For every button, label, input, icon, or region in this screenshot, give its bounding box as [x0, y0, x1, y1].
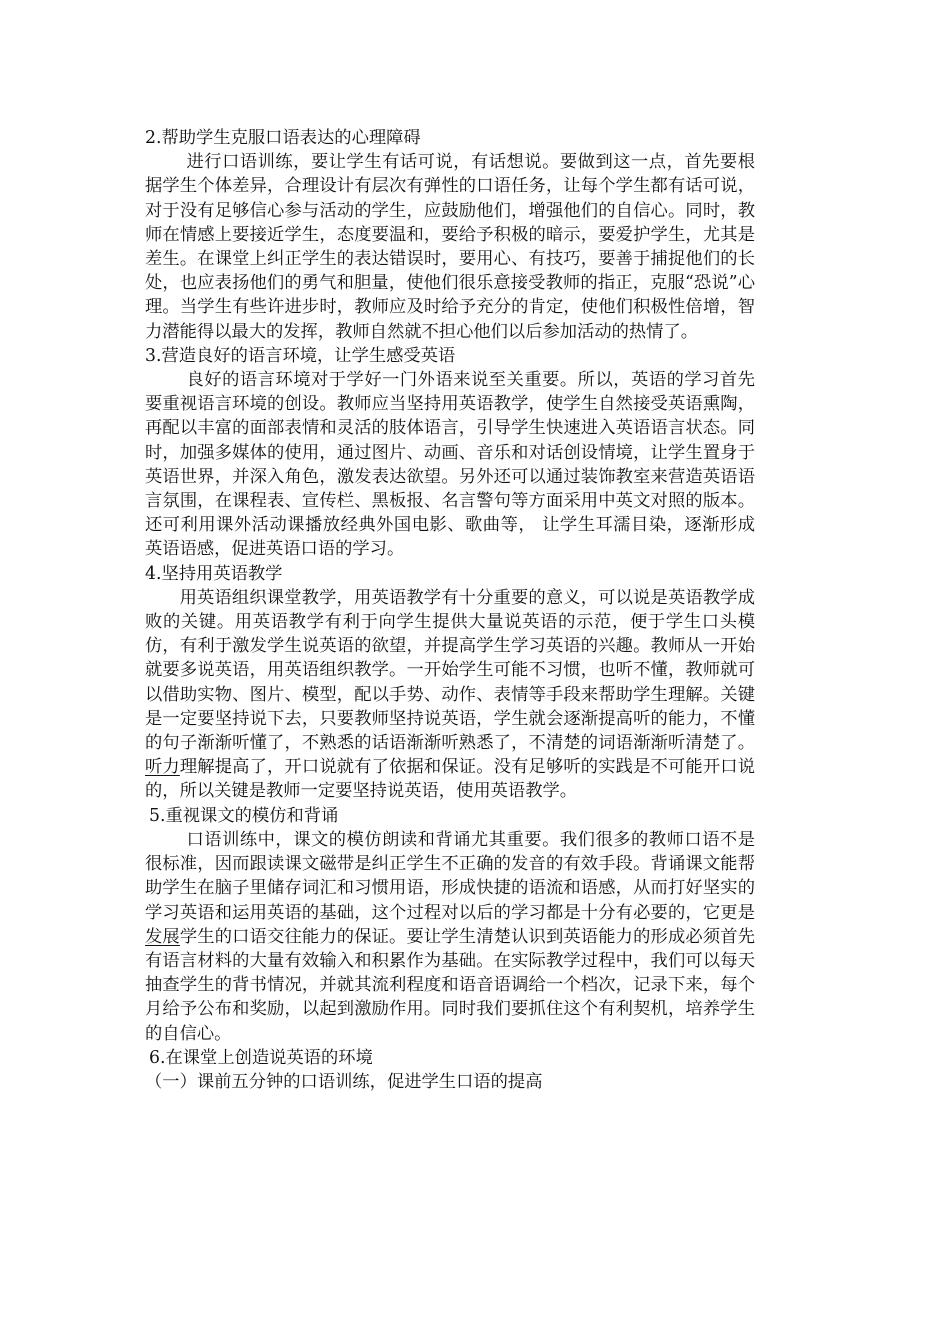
section-5-paragraph: [145, 828, 755, 1046]
document-page: [145, 126, 755, 1094]
section-4-heading: 4.坚持用英语教学: [145, 563, 283, 584]
section-5-heading: 5.重视课文的模仿和背诵: [149, 805, 339, 826]
section-2-heading: 2.帮助学生克服口语表达的心理障碍: [145, 128, 421, 148]
section-2-paragraph: 进行口语训练，要让学生有话可说，有话想说。要做到这一点，首先要根据学生个体差异，合理设计有层次有弹性的口语任务，让每个学生都有话可说，对于没有足够信心参与活动的学生，应鼓励他们，增强他们的自信心。同时，教师在情感上要接近学生，态度要温和，要给予积极的暗示，要爱护学生，尤其是差生。在课堂上纠正学生的表达错误时，要用心、有技巧，要善于捕捉他们的长处，也应表扬他们的勇气和胆量，使他们很乐意接受教师的指正，克服“恐说”心理。当学生有些许进步时，教师应及时给予充分的肯定，使他们积极性倍增，智力潜能得以最大的发挥，教师自然就不担心他们以后参加活动的热情了。: [145, 152, 755, 342]
section-4-text-before: 用英语组织课堂教学，用英语教学有十分重要的意义，可以说是英语教学成败的关键。用英语教学有利于向学生提供大量说英语的示范，便于学生口头模仿，有利于激发学生说英语的欲望，并提高学生学习英语的兴趣。教师从一开始就要多说英语，用英语组织教学。一开始学生可能不习惯，也听不懂，教师就可以借助实物、图片、模型，配以手势、动作、表情等手段来帮助学生理解。关键是一定要坚持说下去，只要教师坚持说英语，学生就会逐渐提高听的能力，不懂的句子渐渐听懂了，不熟悉的话语渐渐听熟悉了，不清楚的词语渐渐听清楚了。: [145, 587, 755, 754]
section-5-text-after: 学生的口语交往能力的保证。要让学生清楚认识到英语能力的形成必须首先有语言材料的大量有效输入和积累作为基础。在实际教学过程中，我们可以每天抽查学生的背书情况，并就其流利程度和语音语调给一个档次，记录下来，每个月给予公布和奖励，以起到激励作用。同时我们要抓住这个有利契机，培养学生的自信心。: [145, 926, 755, 1044]
section-4-text-after: 理解提高了，开口说就有了依据和保证。没有足够听的实践是不可能开口说的，所以关键是教师一定要坚持说英语，使用英语教学。: [145, 757, 755, 802]
section-3-heading: 3.营造良好的语言环境，让学生感受英语: [145, 345, 456, 366]
section-6-heading: 6.在课堂上创造说英语的环境: [149, 1047, 373, 1068]
section-5-underlined-word: 发展: [145, 926, 180, 947]
section-4-paragraph: [145, 586, 755, 804]
section-5-text-before: 口语训练中，课文的模仿朗读和背诵尤其重要。我们很多的教师口语不是很标准，因而跟读课文磁带是纠正学生不正确的发音的有效手段。背诵课文能帮助学生在脑子里储存词汇和习惯用语，形成快捷的语流和语感，从而打好坚实的学习英语和运用英语的基础，这个过程对以后的学习都是十分有必要的，它更是: [145, 829, 755, 923]
section-4-underlined-word: 听力: [145, 757, 180, 778]
subsection-1-heading: （一）课前五分钟的口语训练，促进学生口语的提高: [145, 1071, 543, 1092]
section-3-paragraph: 良好的语言环境对于学好一门外语来说至关重要。所以，英语的学习首先要重视语言环境的创设。教师应当坚持用英语教学，使学生自然接受英语熏陶，再配以丰富的面部表情和灵活的肢体语言，引导学生快速进入英语语言状态。同时，加强多媒体的使用，通过图片、动画、音乐和对话创设情境，让学生置身于英语世界，并深入角色，激发表达欲望。另外还可以通过装饰教室来营造英语语言氛围，在课程表、宣传栏、黑板报、名言警句等方面采用中英文对照的版本。还可利用课外活动课播放经典外国电影、歌曲等， 让学生耳濡目染，逐渐形成英语语感，促进英语口语的学习。: [145, 370, 755, 560]
